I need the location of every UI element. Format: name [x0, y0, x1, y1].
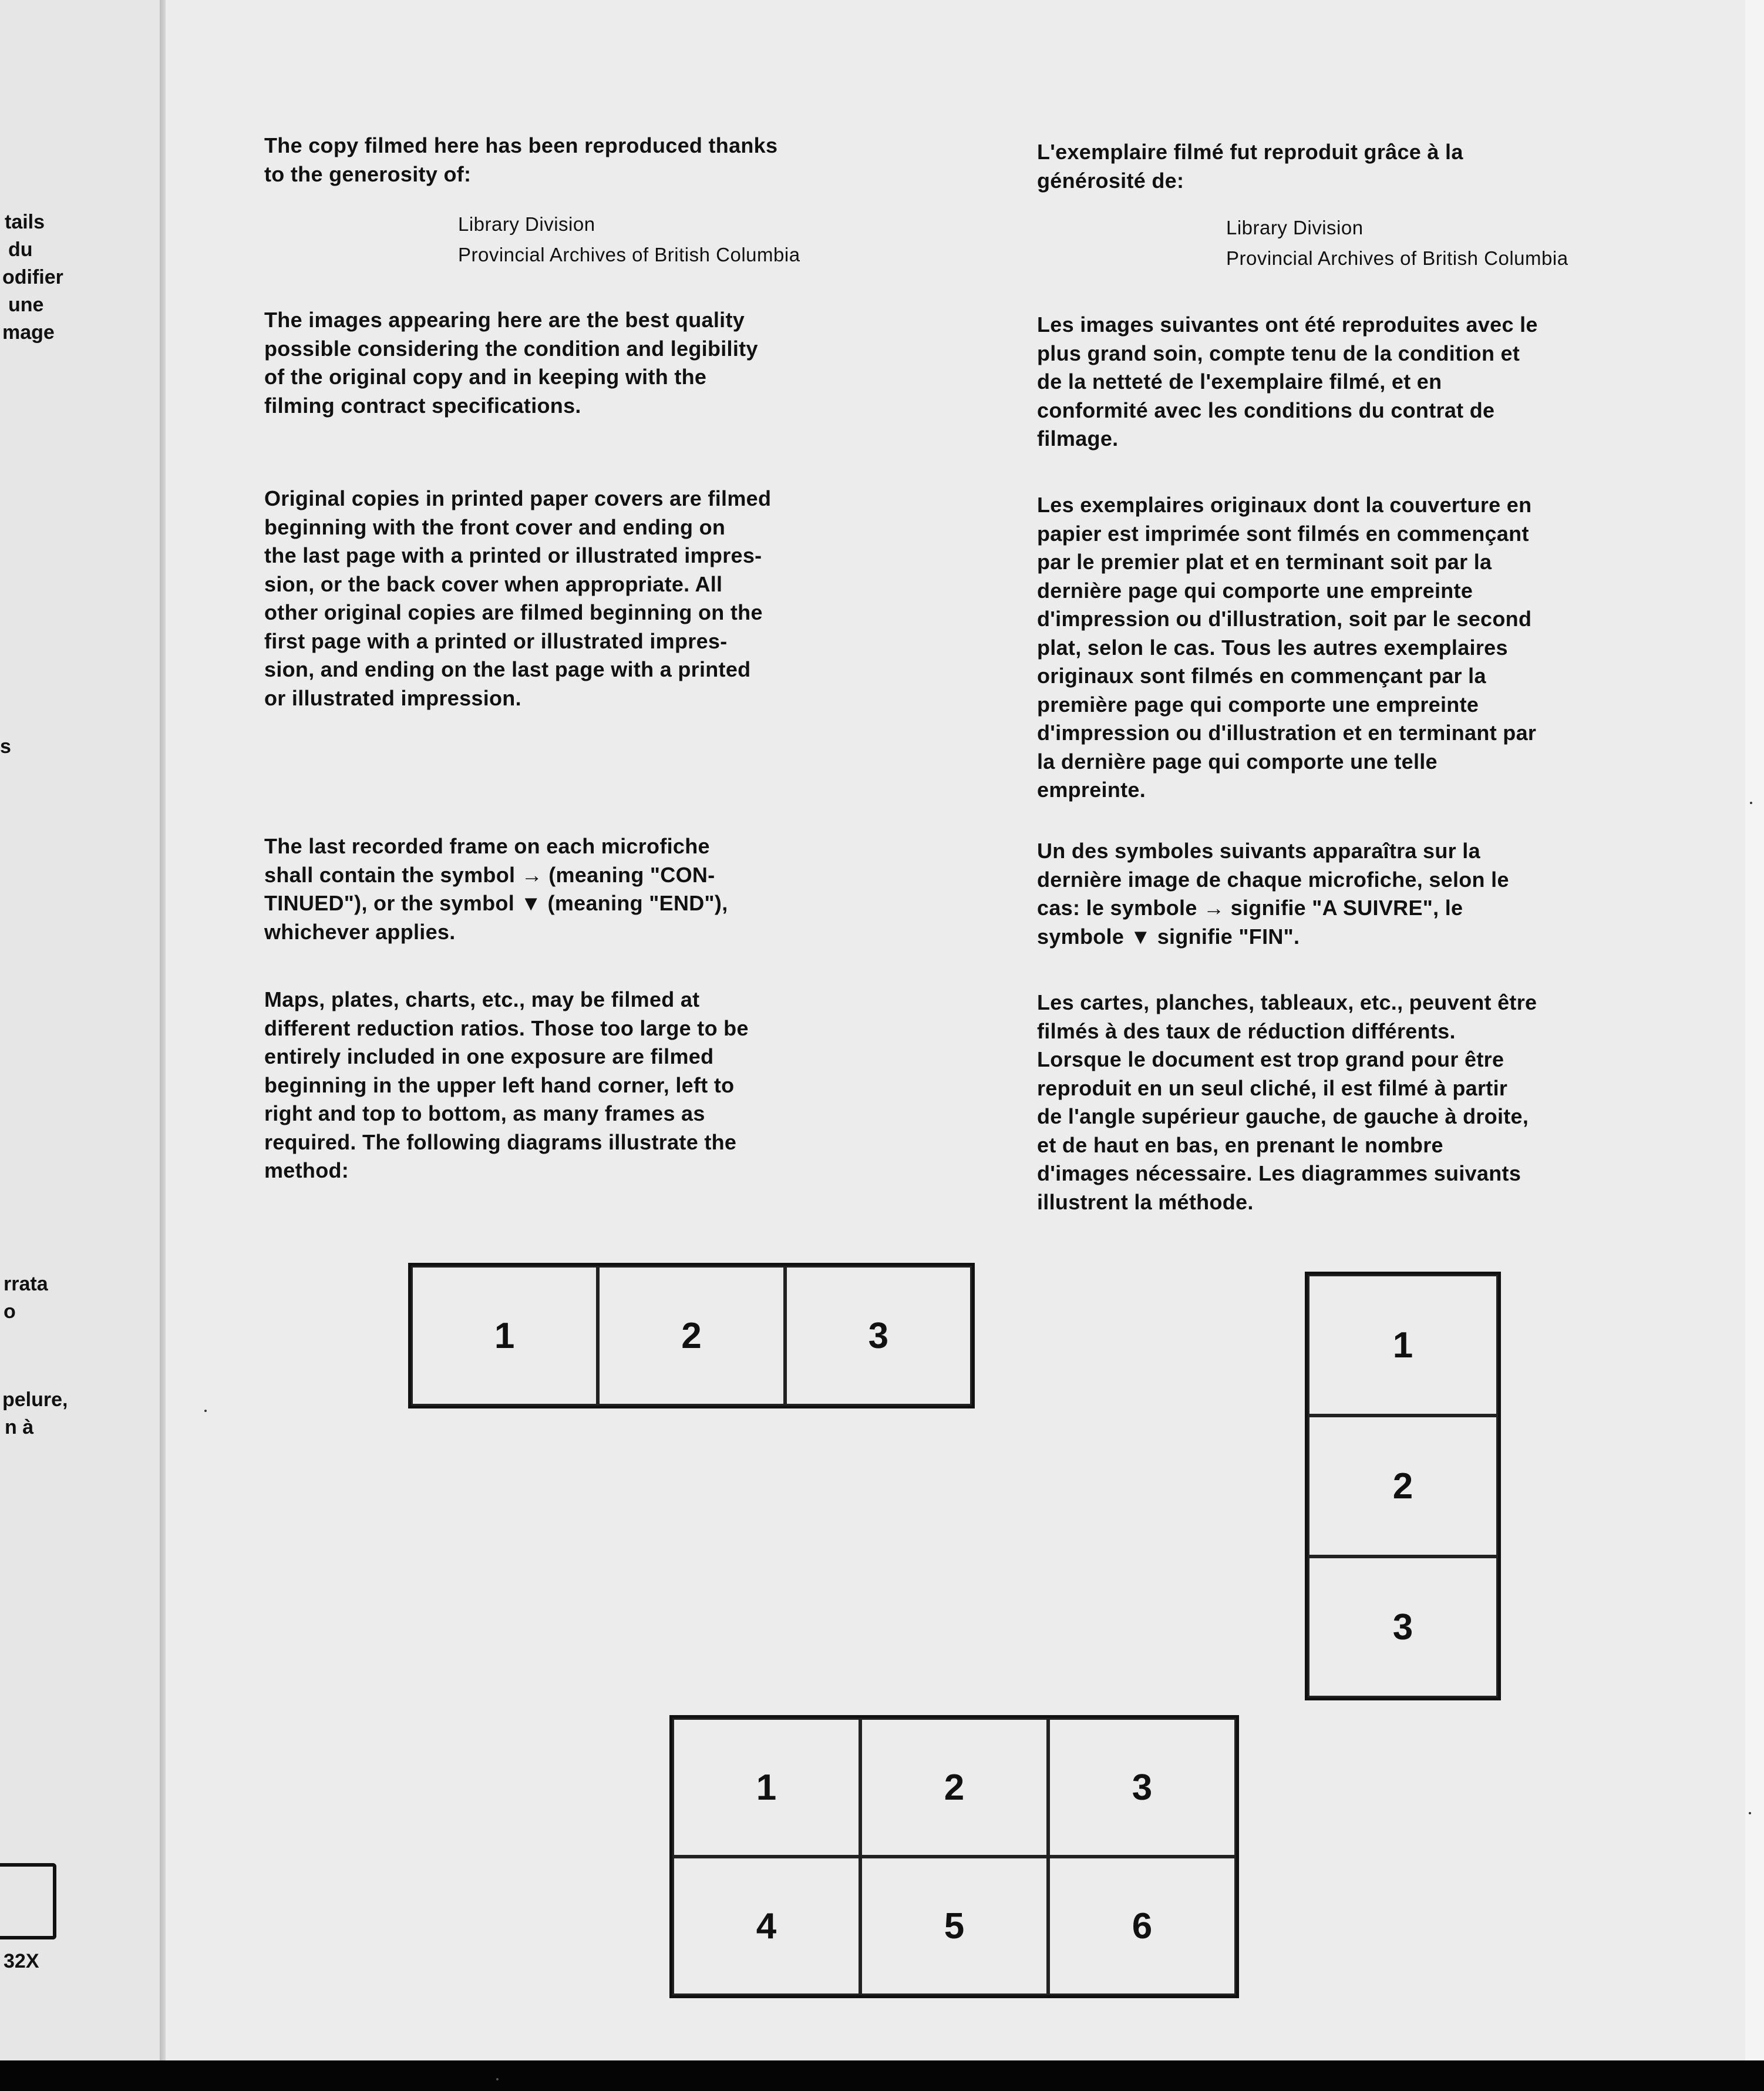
frame-cell: 3 [785, 1266, 972, 1406]
arrow-right-icon: → [521, 862, 543, 887]
frame-cell: 2 [860, 1718, 1048, 1857]
french-symbols-text: signifie "A SUIVRE", le symbole [1037, 896, 1463, 949]
diagram-horizontal [408, 1263, 975, 1408]
english-thanks: The copy filmed here has been reproduced thanks to the generosity of: [264, 133, 778, 186]
diagram-vertical [1305, 1272, 1501, 1700]
left-fragment: rrata [4, 1273, 48, 1295]
frame-cell: 1 [411, 1266, 598, 1406]
english-maps: Maps, plates, charts, etc., may be filmed at different reduction ratios. Those too large to be entirely included in one exposure are filmed beginning in the upper left hand corner, left to right and top to bottom, as many frames as required. The following diagrams illustrate the method: [264, 987, 749, 1182]
speck [1749, 1812, 1751, 1814]
english-symbols-text: (meaning "CON- TINUED"), or the symbol [264, 862, 715, 915]
english-symbols-text: The last recorded frame on each microfiche shall contain the symbol [264, 834, 710, 887]
frame-cell: 1 [672, 1718, 860, 1857]
left-fragment: pelure, [2, 1389, 68, 1411]
speck [204, 1410, 207, 1412]
frame-cell: 2 [598, 1266, 785, 1406]
speck [1750, 802, 1752, 804]
french-maps: Les cartes, planches, tableaux, etc., peuvent être filmés à des taux de réduction différents. Lorsque le document est trop grand pour être reproduit en un seul cliché, il est filmé à partir de l'angle supérieur gauche, de gauche à droite, et de haut en bas, en prenant le nombre d'images nécessaire. Les diagrammes suivants illustrent la méthode. [1037, 990, 1537, 1214]
frame-cell: 6 [1048, 1857, 1236, 1995]
left-fragment: une [8, 294, 44, 316]
french-symbols-text: signifie "FIN". [1151, 924, 1300, 949]
left-fragment: odifier [2, 266, 63, 288]
english-symbols-text: (meaning "END"), whichever applies. [264, 891, 728, 944]
previous-page-strip [0, 0, 160, 2060]
english-quality: The images appearing here are the best quality possible considering the condition and legibility of the original copy and in keeping with the filming contract specifications. [264, 308, 758, 418]
triangle-down-icon: ▼ [1130, 924, 1152, 949]
frame-cell: 3 [1048, 1718, 1236, 1857]
left-fragment: n à [5, 1416, 34, 1438]
frame-cell: 3 [1308, 1557, 1498, 1697]
left-fragment: s [0, 735, 11, 758]
french-covers: Les exemplaires originaux dont la couverture en papier est imprimée sont filmés en commençant par le premier plat et en terminant soit par la dernière page qui comporte une empreinte d'impression ou d'illustration, soit par le second plat, selon le cas. Tous les autres exemplaires originaux sont filmés en commençant par la première page qui comporte une empreinte d'impression ou d'illustration et en terminant par la dernière page qui comporte une telle empreinte. [1037, 493, 1537, 802]
speck [496, 2078, 499, 2080]
frame-cell: 2 [1308, 1416, 1498, 1557]
frame-cell: 5 [860, 1857, 1048, 1995]
english-covers: Original copies in printed paper covers are filmed beginning with the front cover and ending on the last page with a printed or illustrated impres- sion, or the back cover when appropriate. All other original copies are filmed beginning on the first page with a printed or illustrated impres- sion, and ending on the last page with a printed or illustrated impression. [264, 486, 772, 710]
french-quality: Les images suivantes ont été reproduites avec le plus grand soin, compte tenu de la condition et de la netteté de l'exemplaire filmé, et en conformité avec les conditions du contrat de filmage. [1037, 312, 1538, 451]
english-credit: Library Division Provincial Archives of British Columbia [458, 213, 800, 265]
diagram-grid [669, 1715, 1239, 1998]
left-fragment: 32X [4, 1950, 39, 1972]
arrow-right-icon: → [1203, 896, 1225, 920]
english-symbols [264, 832, 728, 946]
left-fragment: mage [2, 321, 55, 344]
left-fragment: o [4, 1300, 16, 1323]
frame-cell: 1 [1308, 1275, 1498, 1416]
triangle-down-icon: ▼ [520, 891, 542, 915]
film-border [0, 2060, 1764, 2091]
left-fragment: du [8, 238, 33, 261]
french-thanks: L'exemplaire filmé fut reproduit grâce à la générosité de: [1037, 140, 1463, 193]
page-edge [1745, 0, 1764, 2060]
french-symbols-text: Un des symboles suivants apparaîtra sur la dernière image de chaque microfiche, selon le cas: le symbole [1037, 839, 1509, 920]
french-credit: Library Division Provincial Archives of British Columbia [1226, 217, 1568, 269]
left-fragment: tails [5, 211, 45, 233]
page-gutter [160, 0, 166, 2060]
scale-box [0, 1863, 56, 1939]
frame-cell: 4 [672, 1857, 860, 1995]
french-symbols [1037, 837, 1509, 951]
